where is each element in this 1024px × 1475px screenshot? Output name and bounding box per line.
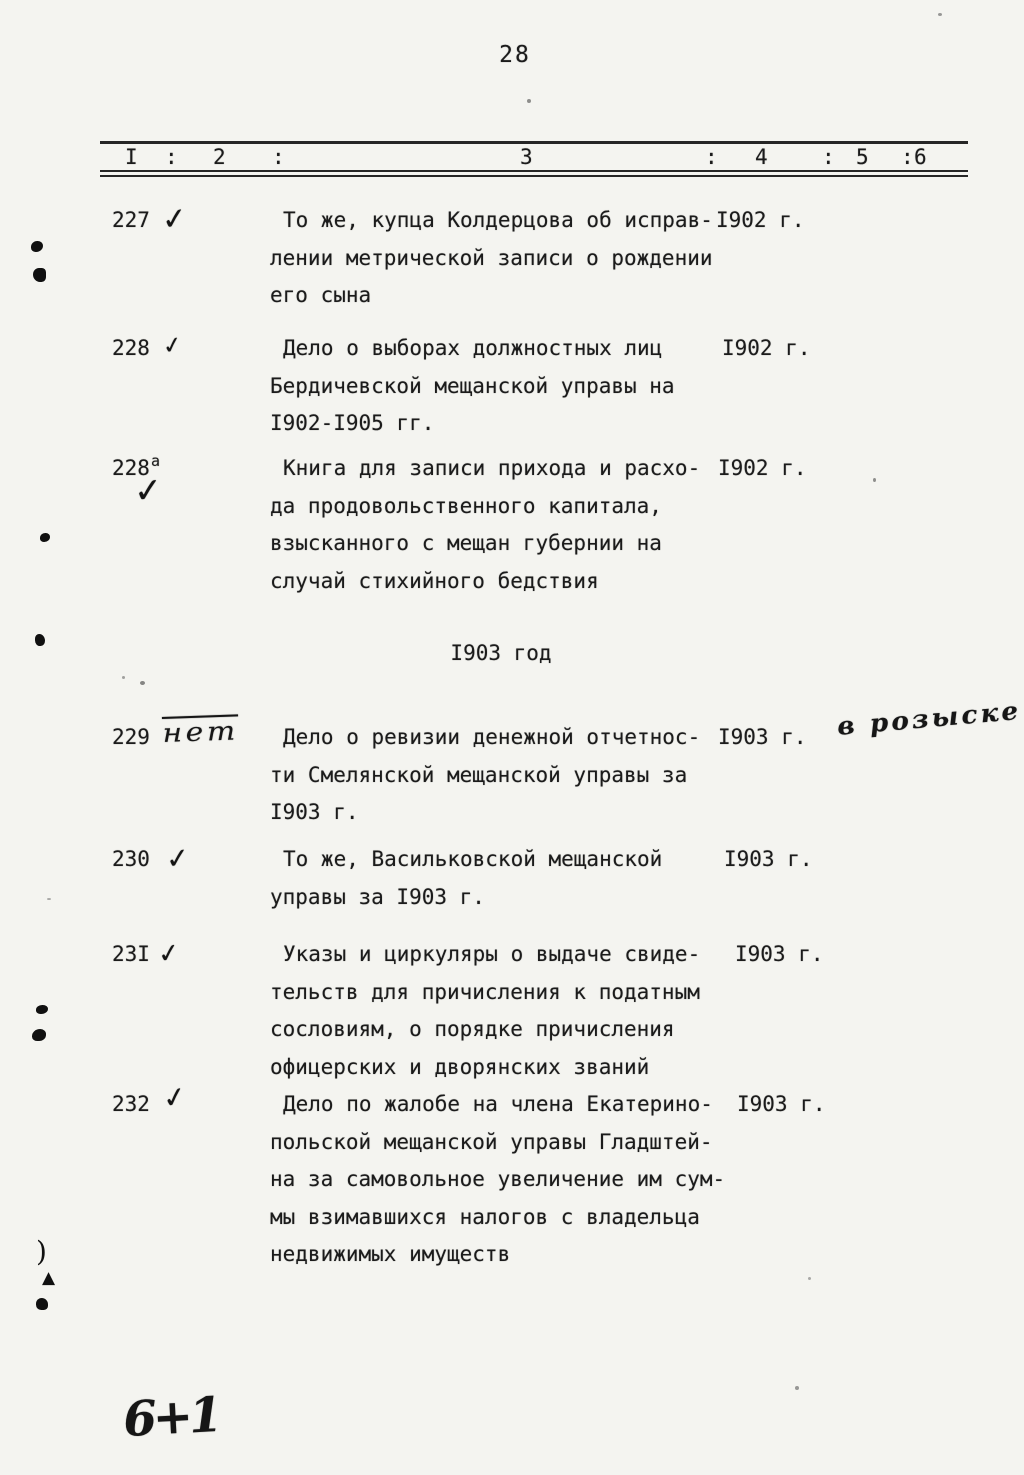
column-separator: :	[705, 145, 718, 169]
paren-mark: )	[36, 1235, 47, 1268]
entry-year: I902 г.	[722, 336, 811, 360]
column-header-1: I	[125, 145, 138, 169]
handwritten-annotation-v-rozyske: в розыске	[836, 695, 1023, 741]
entry-number-base: 228	[112, 456, 150, 480]
description-line: управы за I903 г.	[270, 884, 485, 909]
ink-blob	[33, 268, 46, 282]
column-header-4: 4	[755, 145, 768, 169]
column-header-6: 6	[914, 145, 927, 169]
scan-speck	[795, 1386, 799, 1390]
description-line: Дело о выборах должностных лиц	[283, 336, 663, 360]
ink-blob	[36, 1005, 48, 1014]
entry-description	[270, 1086, 748, 1274]
entry-year: I902 г.	[716, 208, 805, 232]
description-line: офицерских и дворянских званий	[270, 1054, 650, 1079]
scan-speck	[808, 1277, 811, 1280]
description-line: сословиям, о порядке причисления	[270, 1017, 675, 1041]
description-line: То же, купца Колдерцова об исправ-	[283, 208, 713, 232]
column-separator: :	[822, 145, 835, 169]
check-mark-icon: ✓	[156, 937, 182, 971]
entry-description	[270, 202, 748, 315]
entry-number: 229	[112, 725, 150, 749]
entry-number: 230	[112, 847, 150, 871]
column-separator: :	[272, 145, 285, 169]
handwritten-note-net: нет	[162, 716, 240, 749]
description-line: I903 г.	[270, 800, 359, 824]
entry-year: I903 г.	[737, 1092, 826, 1116]
scan-speck	[122, 676, 125, 679]
ink-blob	[35, 634, 45, 646]
description-line: случай стихийного бедствия	[270, 568, 599, 593]
entry-description	[270, 330, 748, 443]
description-line: лении метрической записи о рождении	[270, 245, 713, 270]
entry-number: 232	[112, 1092, 150, 1116]
scan-speck	[140, 681, 145, 685]
check-mark-icon: ✓	[164, 840, 192, 877]
check-mark-icon: ✓	[160, 331, 185, 361]
ink-blob	[40, 533, 50, 542]
scan-speck	[873, 478, 876, 482]
description-line: польской мещанской управы Гладштей-	[270, 1129, 713, 1154]
entry-description	[270, 936, 748, 1086]
entry-year: I903 г.	[724, 847, 813, 871]
entry-description	[270, 719, 748, 832]
description-line: Книга для записи прихода и расхо-	[283, 456, 701, 480]
description-line: мы взимавшихся налогов с владельца	[270, 1204, 700, 1229]
description-line: Дело по жалобе на члена Екатерино-	[283, 1092, 713, 1116]
entry-number: 23I	[112, 942, 150, 966]
scan-speck	[527, 99, 531, 103]
entry-year: I902 г.	[718, 456, 807, 480]
table-header-row	[0, 144, 1024, 170]
page-number: 28	[499, 42, 531, 68]
section-heading-1903: I903 год	[450, 641, 552, 665]
ink-blob	[36, 1298, 48, 1310]
description-line: взысканного с мещан губернии на	[270, 531, 662, 555]
description-line: Бердичевской мещанской управы на	[270, 373, 675, 398]
description-line: То же, Васильковской мещанской	[283, 847, 663, 871]
description-line: тельств для причисления к податным	[270, 979, 700, 1004]
entry-year: I903 г.	[735, 942, 824, 966]
description-line: Указы и циркуляры о выдаче свиде-	[283, 942, 701, 966]
description-line: I902-I905 гг.	[270, 411, 435, 435]
column-header-2: 2	[213, 145, 226, 169]
handwritten-bottom-tally: 6+1	[122, 1387, 220, 1448]
entry-number: 227	[112, 208, 150, 232]
column-header-5: 5	[856, 145, 869, 169]
description-line: на за самовольное увеличение им сум-	[270, 1167, 726, 1191]
description-line: недвижимых имуществ	[270, 1242, 511, 1266]
column-separator: :	[165, 145, 178, 169]
ink-blob	[31, 241, 43, 252]
table-header-bottom-rule-1	[100, 170, 968, 172]
entry-number: 228	[112, 336, 150, 360]
check-mark-icon: ✓	[132, 470, 164, 512]
scan-speck	[938, 13, 942, 16]
check-mark-icon: ✓	[160, 200, 189, 239]
description-line: ти Смелянской мещанской управы за	[270, 762, 688, 787]
entry-number-superscript: а	[150, 452, 160, 470]
table-header-bottom-rule-2	[100, 175, 968, 177]
entry-year: I903 г.	[718, 725, 807, 749]
entry-description	[270, 841, 748, 916]
description-line: Дело о ревизии денежной отчетнос-	[283, 725, 701, 749]
description-line: да продовольственного капитала,	[270, 493, 662, 518]
ink-blob	[32, 1029, 46, 1041]
entry-description	[270, 450, 748, 600]
column-header-3: 3	[520, 145, 533, 169]
scan-speck	[47, 898, 51, 900]
column-separator: :	[901, 145, 914, 169]
triangle-mark: ▲	[42, 1268, 56, 1288]
description-line: его сына	[270, 283, 372, 307]
check-mark-icon: ✓	[160, 1079, 190, 1116]
